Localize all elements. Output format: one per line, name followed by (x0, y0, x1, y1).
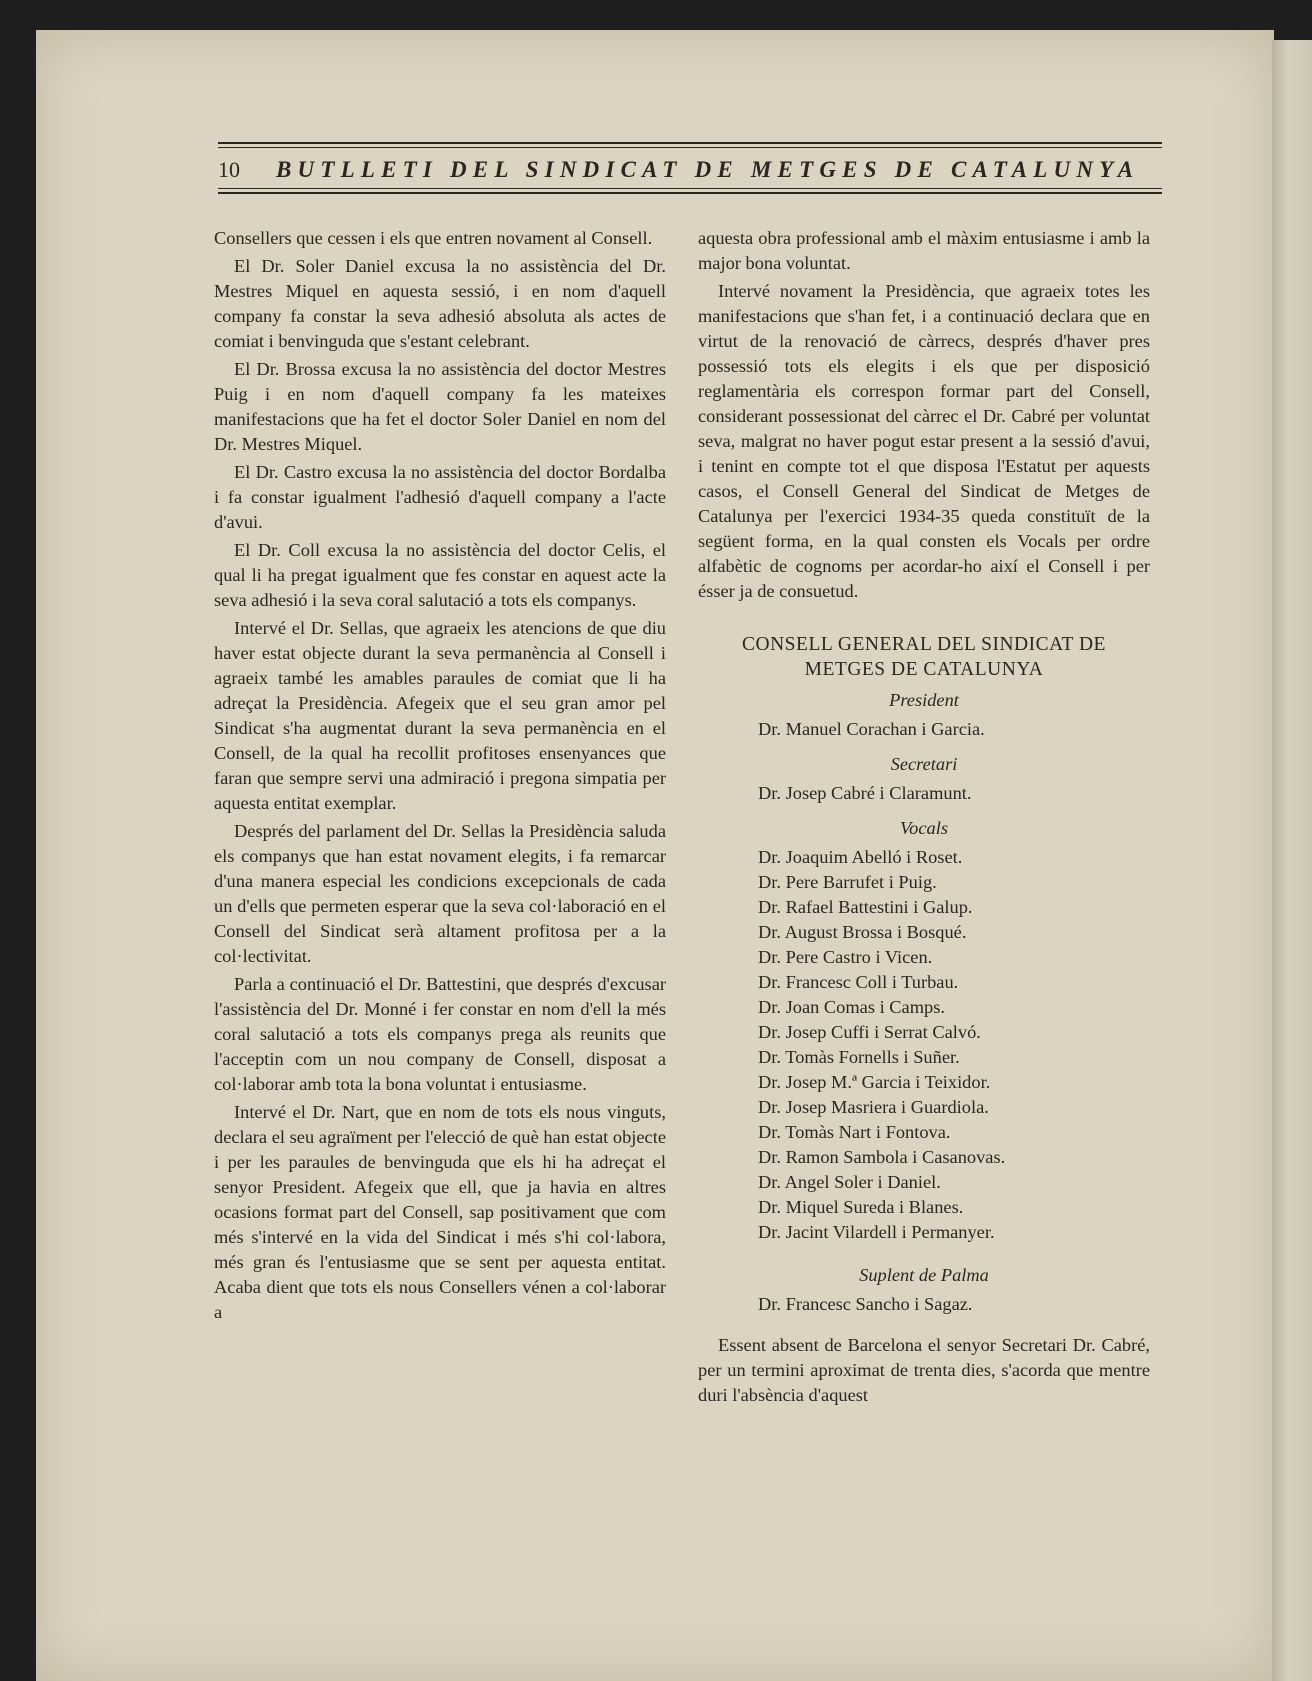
paragraph: El Dr. Brossa excusa la no assistència del doctor Mestres Puig i en nom d'aquell company fa les mateixes manifestacions que ha fet el doctor Soler Daniel en nom del Dr. Mestres Miquel. (214, 359, 666, 454)
paragraph: Consellers que cessen i els que entren novament al Consell. (214, 228, 653, 248)
vocal-member: Dr. Joaquim Abelló i Roset. (758, 847, 963, 867)
vocal-member: Dr. Joan Comas i Camps. (758, 997, 945, 1017)
president-name: Dr. Manuel Corachan i Garcia. (758, 719, 985, 739)
right-column (698, 226, 1150, 1411)
header-rule-bottom-thin (218, 188, 1162, 189)
secretary-name: Dr. Josep Cabré i Claramunt. (758, 783, 972, 803)
vocal-member: Dr. Pere Barrufet i Puig. (758, 872, 937, 892)
paragraph: El Dr. Soler Daniel excusa la no assistència del Dr. Mestres Miquel en aquesta sessió, i en nom d'aquell company fa constar la seva adhesió absoluta als actes de comiat i benvinguda que s'estant celebrant. (214, 256, 666, 351)
paragraph: El Dr. Castro excusa la no assistència del doctor Bordalba i fa constar igualment l'adhesió d'aquell company a l'acte d'avui. (214, 462, 666, 532)
header-row (218, 155, 1162, 185)
paragraph: Intervé novament la Presidència, que agraeix totes les manifestacions que s'han fet, i a continuació declara que en virtut de la renovació de càrrecs, després d'haver pres possessió tots els elegits i els que per disposició reglamentària els correspon formar part del Consell, considerant possessionat del càrrec el Dr. Cabré per voluntat seva, malgrat no haver pogut estar present a la sessió d'avui, i tenint en compte tot el que disposa l'Estatut per aquests casos, el Consell General del Sindicat de Metges de Catalunya per l'exercici 1934-35 queda constituït de la següent forma, en la qual consten els Vocals per ordre alfabètic de cognoms per acordar-ho així el Consell i per ésser ja de consuetud. (698, 281, 1150, 601)
council-title (698, 632, 1150, 682)
vocals-list (698, 845, 1150, 1245)
journal-title: BUTLLETI DEL SINDICAT DE METGES DE CATALUNYA (276, 157, 1140, 182)
paragraph: aquesta obra professional amb el màxim entusiasme i amb la major bona voluntat. (698, 228, 1150, 273)
header-rule-top-thin (218, 147, 1162, 148)
vocal-member: Dr. Francesc Coll i Turbau. (758, 972, 959, 992)
vocal-member: Dr. Rafael Battestini i Galup. (758, 897, 973, 917)
page-number: 10 (218, 157, 240, 182)
paragraph: Després del parlament del Dr. Sellas la Presidència saluda els companys que han estat novament elegits, i fa remarcar d'una manera especial les condicions excepcionals de cada un d'ells que permeten esperar que la seva col·laboració en el Consell del Sindicat serà altament profitosa per a la col·lectivitat. (214, 821, 666, 966)
council-title-line: CONSELL GENERAL DEL SINDICAT DE (742, 634, 1106, 655)
vocal-member: Dr. Josep Masriera i Guardiola. (758, 1097, 989, 1117)
vocals-label: Vocals (899, 818, 948, 838)
left-column (214, 226, 666, 1328)
vocal-member: Dr. Pere Castro i Vicen. (758, 947, 933, 967)
vocal-member: Dr. Jacint Vilardell i Permanyer. (758, 1222, 995, 1242)
secretary-label: Secretari (890, 754, 958, 774)
paragraph: Essent absent de Barcelona el senyor Secretari Dr. Cabré, per un termini aproximat de trenta dies, s'acorda que mentre duri l'absència d'aquest (698, 1335, 1150, 1405)
next-page-edge (1272, 40, 1312, 1681)
paragraph: Intervé el Dr. Nart, que en nom de tots els nous vinguts, declara el seu agraïment per l'elecció de què han estat objecte i per les paraules de benvinguda que els hi ha adreçat el senyor President. Afegeix que ell, que ja havia en altres ocasions format part del Consell, sap positivament que com més s'intervé en la vida del Sindicat i més s'hi col·labora, més gran és l'entusiasme que se sent per aquesta entitat. Acaba dient que tots els nous Consellers vénen a col·laborar a (214, 1102, 666, 1322)
president-label: President (889, 690, 959, 710)
vocal-member: Dr. August Brossa i Bosqué. (758, 922, 967, 942)
vocal-member: Dr. Josep M.ª Garcia i Teixidor. (758, 1072, 991, 1092)
substitute-label: Suplent de Palma (859, 1265, 989, 1285)
header-rule-bottom (218, 192, 1162, 194)
vocal-member: Dr. Angel Soler i Daniel. (758, 1172, 941, 1192)
vocal-member: Dr. Tomàs Nart i Fontova. (758, 1122, 951, 1142)
paragraph: El Dr. Coll excusa la no assistència del doctor Celis, el qual li ha pregat igualment que fes constar en aquest acte la seva adhesió i la seva coral salutació a tots els companys. (214, 540, 666, 610)
vocal-member: Dr. Miquel Sureda i Blanes. (758, 1197, 964, 1217)
vocal-member: Dr. Tomàs Fornells i Suñer. (758, 1047, 960, 1067)
paragraph: Parla a continuació el Dr. Battestini, que després d'excusar l'assistència del Dr. Monné i fer constar en nom d'ell la més coral salutació a tots els companys prega als reunits que l'acceptin com un nou company de Consell, disposat a col·laborar amb tota la bona voluntat i entusiasme. (214, 974, 666, 1094)
header-rule-top (218, 142, 1162, 144)
council-title-line: METGES DE CATALUNYA (804, 659, 1044, 680)
vocal-member: Dr. Ramon Sambola i Casanovas. (758, 1147, 1006, 1167)
running-header (218, 142, 1162, 198)
substitute-name: Dr. Francesc Sancho i Sagaz. (758, 1294, 973, 1314)
vocal-member: Dr. Josep Cuffi i Serrat Calvó. (758, 1022, 981, 1042)
paragraph: Intervé el Dr. Sellas, que agraeix les atencions de que diu haver estat objecte durant la seva permanència al Consell i agraeix també les amables paraules de comiat que li ha adreçat la Presidència. Afegeix que el seu gran amor pel Sindicat s'ha augmentat durant la seva permanència en el Consell, de la qual ha recollit profitoses ensenyances que faran que sempre servi una admiració i pregona simpatia per aquesta entitat exemplar. (214, 618, 666, 813)
